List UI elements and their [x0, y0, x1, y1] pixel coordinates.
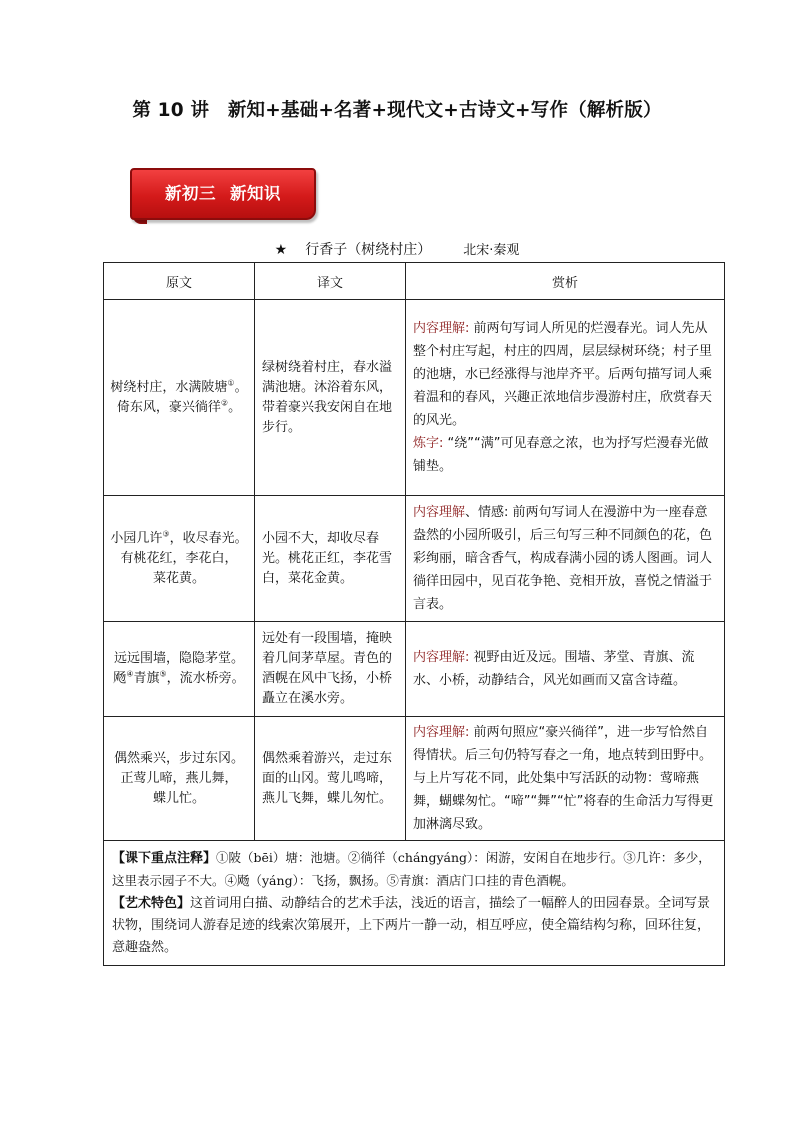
translation-cell: 偶然乘着游兴，走过东面的山冈。莺儿鸣啼，燕儿飞舞，蝶儿匆忙。 — [255, 717, 406, 841]
analysis-text: “绕”“满”可见春意之浓，也为抒写烂漫春光做铺垫。 — [413, 436, 709, 474]
original-text: 倚东风，豪兴徜徉 — [116, 399, 221, 415]
footnote-mark: ⑤ — [159, 669, 167, 679]
table-row — [104, 622, 725, 717]
analysis-label: 炼字: — [413, 436, 444, 451]
original-text: 远远围墙，隐隐茅堂。 — [113, 651, 244, 666]
footnote-mark: ① — [227, 378, 235, 388]
analysis-text: 前两句照应“豪兴徜徉”，进一步写恰然自得情状。后三句仍特写春之一角，地点转到田野中。与上片写花不同，此处集中写活跃的动物：莺啼燕舞，蝴蝶匆忙。“啼”“舞”“忙”将春的生命活力写得更加淋漓尽致。 — [413, 725, 714, 832]
original-cell — [104, 300, 255, 496]
poem-analysis-table — [103, 262, 725, 966]
original-text: 。 — [228, 399, 242, 415]
table-header-row — [104, 263, 725, 300]
header-analysis: 赏析 — [406, 263, 725, 300]
original-text: ，流水桥旁。 — [166, 671, 245, 686]
notes-label: 【课下重点注释】 — [112, 851, 217, 866]
translation-cell: 远处有一段围墙，掩映着几间茅草屋。青色的酒幌在风中飞扬，小桥矗立在溪水旁。 — [255, 622, 406, 717]
original-cell — [104, 622, 255, 717]
original-text: 正莺儿啼，燕儿舞， — [120, 770, 238, 786]
analysis-label: 内容理解 — [413, 505, 466, 520]
footnote-mark: ③ — [162, 529, 170, 539]
badge-text-part2: 新知识 — [230, 184, 281, 203]
section-badge — [130, 168, 318, 226]
analysis-cell — [406, 622, 725, 717]
art-feature-label: 【艺术特色】 — [112, 896, 191, 911]
original-text: ，收尽春光。 — [169, 530, 248, 546]
analysis-text: 、情感: 前两句写词人在漫游中为一座春意盎然的小园所吸引，后三句写三种不同颜色的花，色彩绚丽，暗含香气，构成春满小园的诱人图画。词人徜徉田园中，见百花争艳、竞相开放，喜悦之情溢于言表。 — [413, 505, 713, 612]
analysis-cell — [406, 717, 725, 841]
analysis-label: 内容理解: — [413, 725, 470, 740]
badge-ribbon — [130, 168, 316, 220]
header-original: 原文 — [104, 263, 255, 300]
original-text: 蝶儿忙。 — [152, 790, 205, 806]
analysis-label: 内容理解: — [413, 321, 470, 336]
translation-cell: 绿树绕着村庄，春水溢满池塘。沐浴着东风，带着豪兴我安闲自在地步行。 — [255, 300, 406, 496]
original-text: 小园几许 — [110, 530, 163, 546]
footnote-mark: ② — [220, 398, 229, 408]
footnote-mark: ④ — [126, 669, 134, 679]
star-icon: ★ — [274, 242, 288, 258]
header-translation: 译文 — [255, 263, 406, 300]
original-cell — [104, 717, 255, 841]
page-title: 第 10 讲 新知+基础+名著+现代文+古诗文+写作（解析版） — [132, 100, 662, 121]
table-row — [104, 717, 725, 841]
original-text: 。 — [234, 379, 248, 395]
analysis-text: 前两句写词人所见的烂漫春光。词人先从整个村庄写起，村庄的四周，层层绿树环绕；村子里的池塘，水已经涨得与池岸齐平。后两句描写词人乘着温和的春风，兴趣正浓地信步漫游村庄，欣赏春天的风光。 — [413, 321, 713, 428]
original-text: 有桃花红，李花白， — [120, 550, 238, 566]
original-text: 偶然乘兴，步过东冈。 — [113, 750, 244, 766]
original-text: 青旗 — [133, 671, 160, 686]
notes-cell — [104, 841, 725, 966]
table-row — [104, 496, 725, 622]
badge-text-part1: 新初三 — [165, 184, 216, 203]
translation-cell: 小园不大，却收尽春光。桃花正红，李花雪白，菜花金黄。 — [255, 496, 406, 622]
original-cell — [104, 496, 255, 622]
poem-author: 北宋·秦观 — [463, 243, 520, 258]
art-feature-text: 这首词用白描、动静结合的艺术手法，浅近的语言，描绘了一幅醉人的田园春景。全词写景状物，围绕词人游春足迹的线索次第展开，上下两片一静一动，相互呼应，使全篇结构匀称，回环往复，意趣盎然。 — [112, 896, 711, 955]
notes-row — [104, 841, 725, 966]
analysis-text: 视野由近及远。围墙、茅堂、青旗、流水、小桥，动静结合，风光如画而又富含诗蕴。 — [413, 650, 695, 688]
original-text: 树绕村庄，水满陂塘 — [110, 379, 228, 395]
analysis-label: 内容理解: — [413, 650, 470, 665]
analysis-cell — [406, 496, 725, 622]
notes-text: ①陂（bēi）塘：池塘。②徜徉（chángyáng）：闲游，安闲自在地步行。③几许：多少，这里表示园子不大。④飏（yáng）：飞扬，飘扬。⑤青旗：酒店门口挂的青色酒幌。 — [112, 850, 711, 888]
poem-heading — [0, 239, 794, 259]
table-row — [104, 300, 725, 496]
poem-title: 行香子（树绕村庄） — [305, 242, 432, 258]
analysis-cell — [406, 300, 725, 496]
original-text: 飏 — [113, 671, 127, 686]
original-text: 菜花黄。 — [152, 570, 205, 586]
